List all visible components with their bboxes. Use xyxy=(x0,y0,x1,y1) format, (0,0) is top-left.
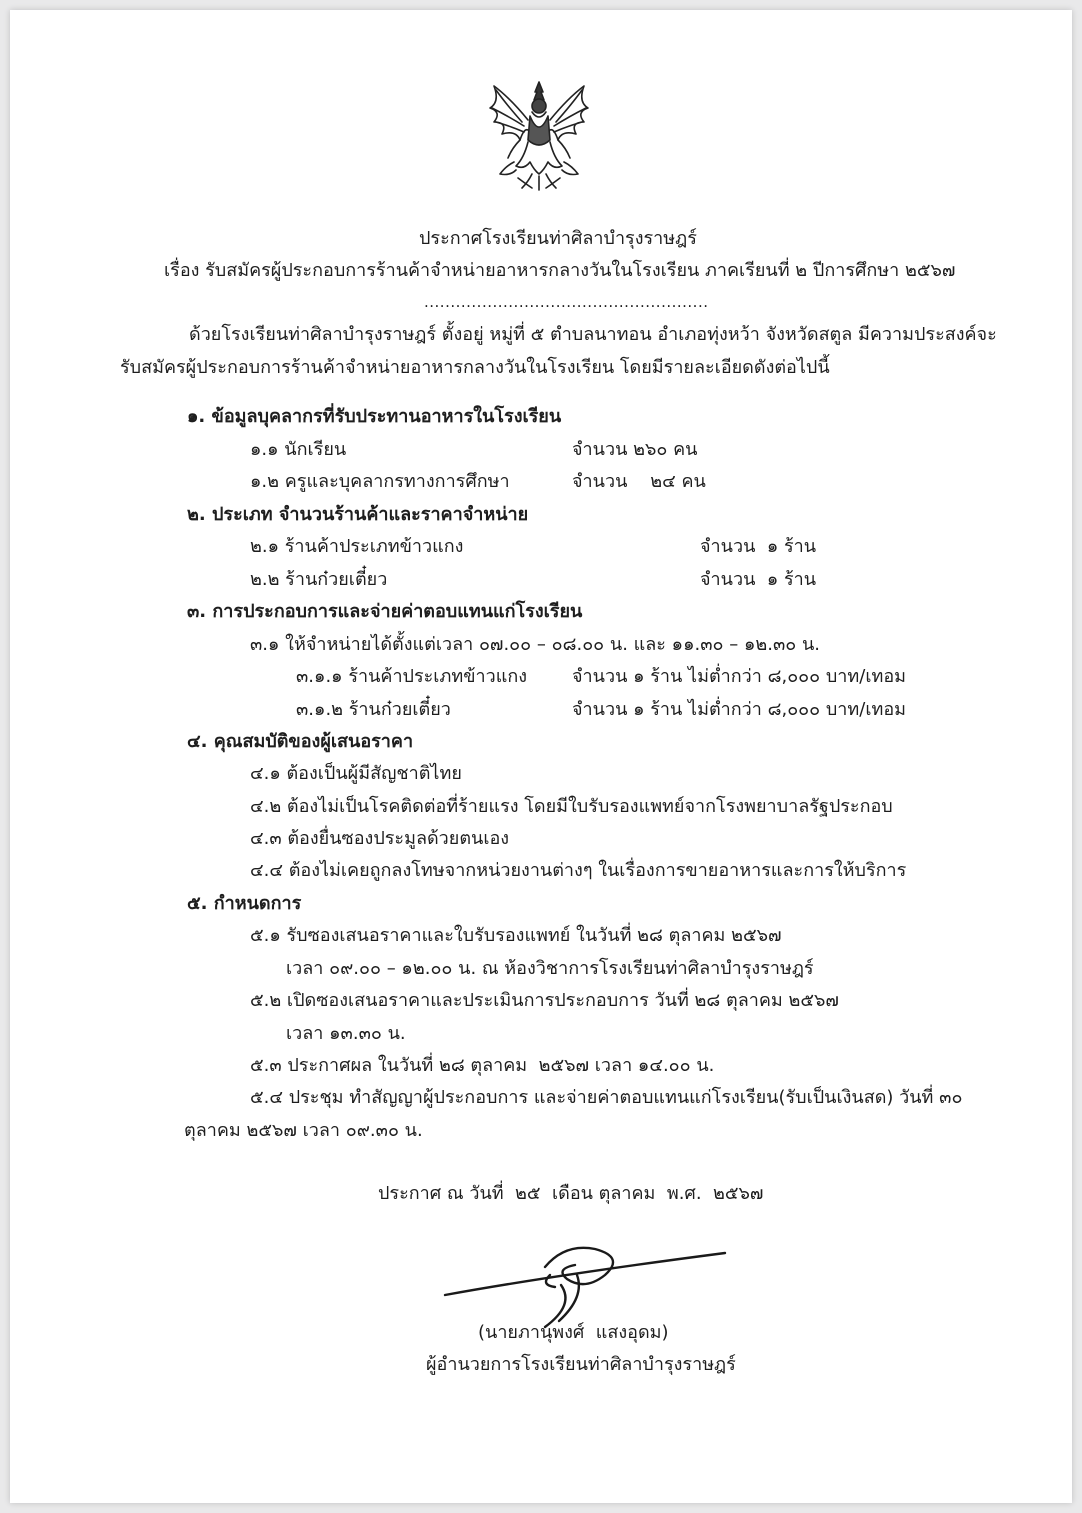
section-2-1-value: จำนวน ๑ ร้าน xyxy=(700,536,817,557)
section-5-4-continued: ตุลาคม ๒๕๖๗ เวลา ๐๙.๓๐ น. xyxy=(184,1120,423,1141)
section-4-heading: ๔. คุณสมบัติของผู้เสนอราคา xyxy=(187,731,414,752)
section-5-2-time: เวลา ๑๓.๓๐ น. xyxy=(286,1023,406,1044)
section-2-1-label: ๒.๑ ร้านค้าประเภทข้าวแกง xyxy=(250,536,464,557)
section-3-1-2-value: จำนวน ๑ ร้าน ไม่ต่ำกว่า ๘,๐๐๐ บาท/เทอม xyxy=(572,699,907,720)
section-5-1-item: ๕.๑ รับซองเสนอราคาและใบรับรองแพทย์ ในวันที่ ๒๘ ตุลาคม ๒๕๖๗ xyxy=(250,925,782,946)
section-1-1-value: จำนวน ๒๖๐ คน xyxy=(572,439,698,460)
section-1-2-value: จำนวน ๒๔ คน xyxy=(572,471,706,492)
section-4-4-item: ๔.๔ ต้องไม่เคยถูกลงโทษจากหน่วยงานต่างๆ ในเรื่องการขายอาหารและการให้บริการ xyxy=(250,860,907,881)
signature-mark xyxy=(435,1235,735,1335)
announcement-subject: เรื่อง รับสมัครผู้ประกอบการร้านค้าจำหน่ายอาหารกลางวันในโรงเรียน ภาคเรียนที่ ๒ ปีการศึกษา ๒๕๖๗ xyxy=(164,260,956,281)
section-5-2-item: ๕.๒ เปิดซองเสนอราคาและประเมินการประกอบการ วันที่ ๒๘ ตุลาคม ๒๕๖๗ xyxy=(250,990,839,1011)
announcement-date: ประกาศ ณ วันที่ ๒๕ เดือน ตุลาคม พ.ศ. ๒๕๖๗ xyxy=(378,1183,764,1204)
intro-paragraph-line-1: ด้วยโรงเรียนท่าศิลาบำรุงราษฎร์ ตั้งอยู่ หมู่ที่ ๕ ตำบลนาทอน อำเภอทุ่งหว้า จังหวัดสตูล มีความประสงค์จะ xyxy=(189,324,997,345)
section-1-2-label: ๑.๒ ครูและบุคลากรทางการศึกษา xyxy=(250,471,510,492)
section-4-1-item: ๔.๑ ต้องเป็นผู้มีสัญชาติไทย xyxy=(250,763,462,784)
section-3-heading: ๓. การประกอบการและจ่ายค่าตอบแทนแก่โรงเรียน xyxy=(187,601,583,622)
section-5-3-item: ๕.๓ ประกาศผล ในวันที่ ๒๘ ตุลาคม ๒๕๖๗ เวลา ๑๔.๐๐ น. xyxy=(250,1055,715,1076)
section-3-1-1-value: จำนวน ๑ ร้าน ไม่ต่ำกว่า ๘,๐๐๐ บาท/เทอม xyxy=(572,666,907,687)
title-separator: ...................................................... xyxy=(424,293,709,311)
section-5-heading: ๕. กำหนดการ xyxy=(187,893,302,914)
document-page xyxy=(10,10,1072,1503)
section-4-2-item: ๔.๒ ต้องไม่เป็นโรคติดต่อที่ร้ายแรง โดยมีใบรับรองแพทย์จากโรงพยาบาลรัฐประกอบ xyxy=(250,796,893,817)
section-2-2-value: จำนวน ๑ ร้าน xyxy=(700,569,817,590)
section-4-3-item: ๔.๓ ต้องยื่นซองประมูลด้วยตนเอง xyxy=(250,828,510,849)
section-2-heading: ๒. ประเภท จำนวนร้านค้าและราคาจำหน่าย xyxy=(187,504,529,525)
announcement-title: ประกาศโรงเรียนท่าศิลาบำรุงราษฎร์ xyxy=(419,228,697,249)
section-1-1-label: ๑.๑ นักเรียน xyxy=(250,439,347,460)
signer-name: (นายภานุพงศ์ แสงอุดม) xyxy=(478,1322,669,1343)
section-3-1-item: ๓.๑ ให้จำหน่ายได้ตั้งแต่เวลา ๐๗.๐๐ – ๐๘.๐๐ น. และ ๑๑.๓๐ – ๑๒.๓๐ น. xyxy=(250,634,821,655)
section-2-2-label: ๒.๒ ร้านก๋วยเตี๋ยว xyxy=(250,569,388,590)
section-5-1-time: เวลา ๐๙.๐๐ – ๑๒.๐๐ น. ณ ห้องวิชาการโรงเรียนท่าศิลาบำรุงราษฎร์ xyxy=(286,958,814,979)
section-5-4-item: ๕.๔ ประชุม ทำสัญญาผู้ประกอบการ และจ่ายค่าตอบแทนแก่โรงเรียน(รับเป็นเงินสด) วันที่ ๓๐ xyxy=(250,1087,963,1108)
garuda-emblem-icon xyxy=(480,78,598,194)
section-1-heading: ๑. ข้อมูลบุคลากรที่รับประทานอาหารในโรงเรียน xyxy=(187,406,562,427)
intro-paragraph-line-2: รับสมัครผู้ประกอบการร้านค้าจำหน่ายอาหารกลางวันในโรงเรียน โดยมีรายละเอียดดังต่อไปนี้ xyxy=(120,357,830,378)
signer-position: ผู้อำนวยการโรงเรียนท่าศิลาบำรุงราษฎร์ xyxy=(426,1354,736,1375)
section-3-1-1-label: ๓.๑.๑ ร้านค้าประเภทข้าวแกง xyxy=(296,666,528,687)
section-3-1-2-label: ๓.๑.๒ ร้านก๋วยเตี๋ยว xyxy=(296,699,451,720)
